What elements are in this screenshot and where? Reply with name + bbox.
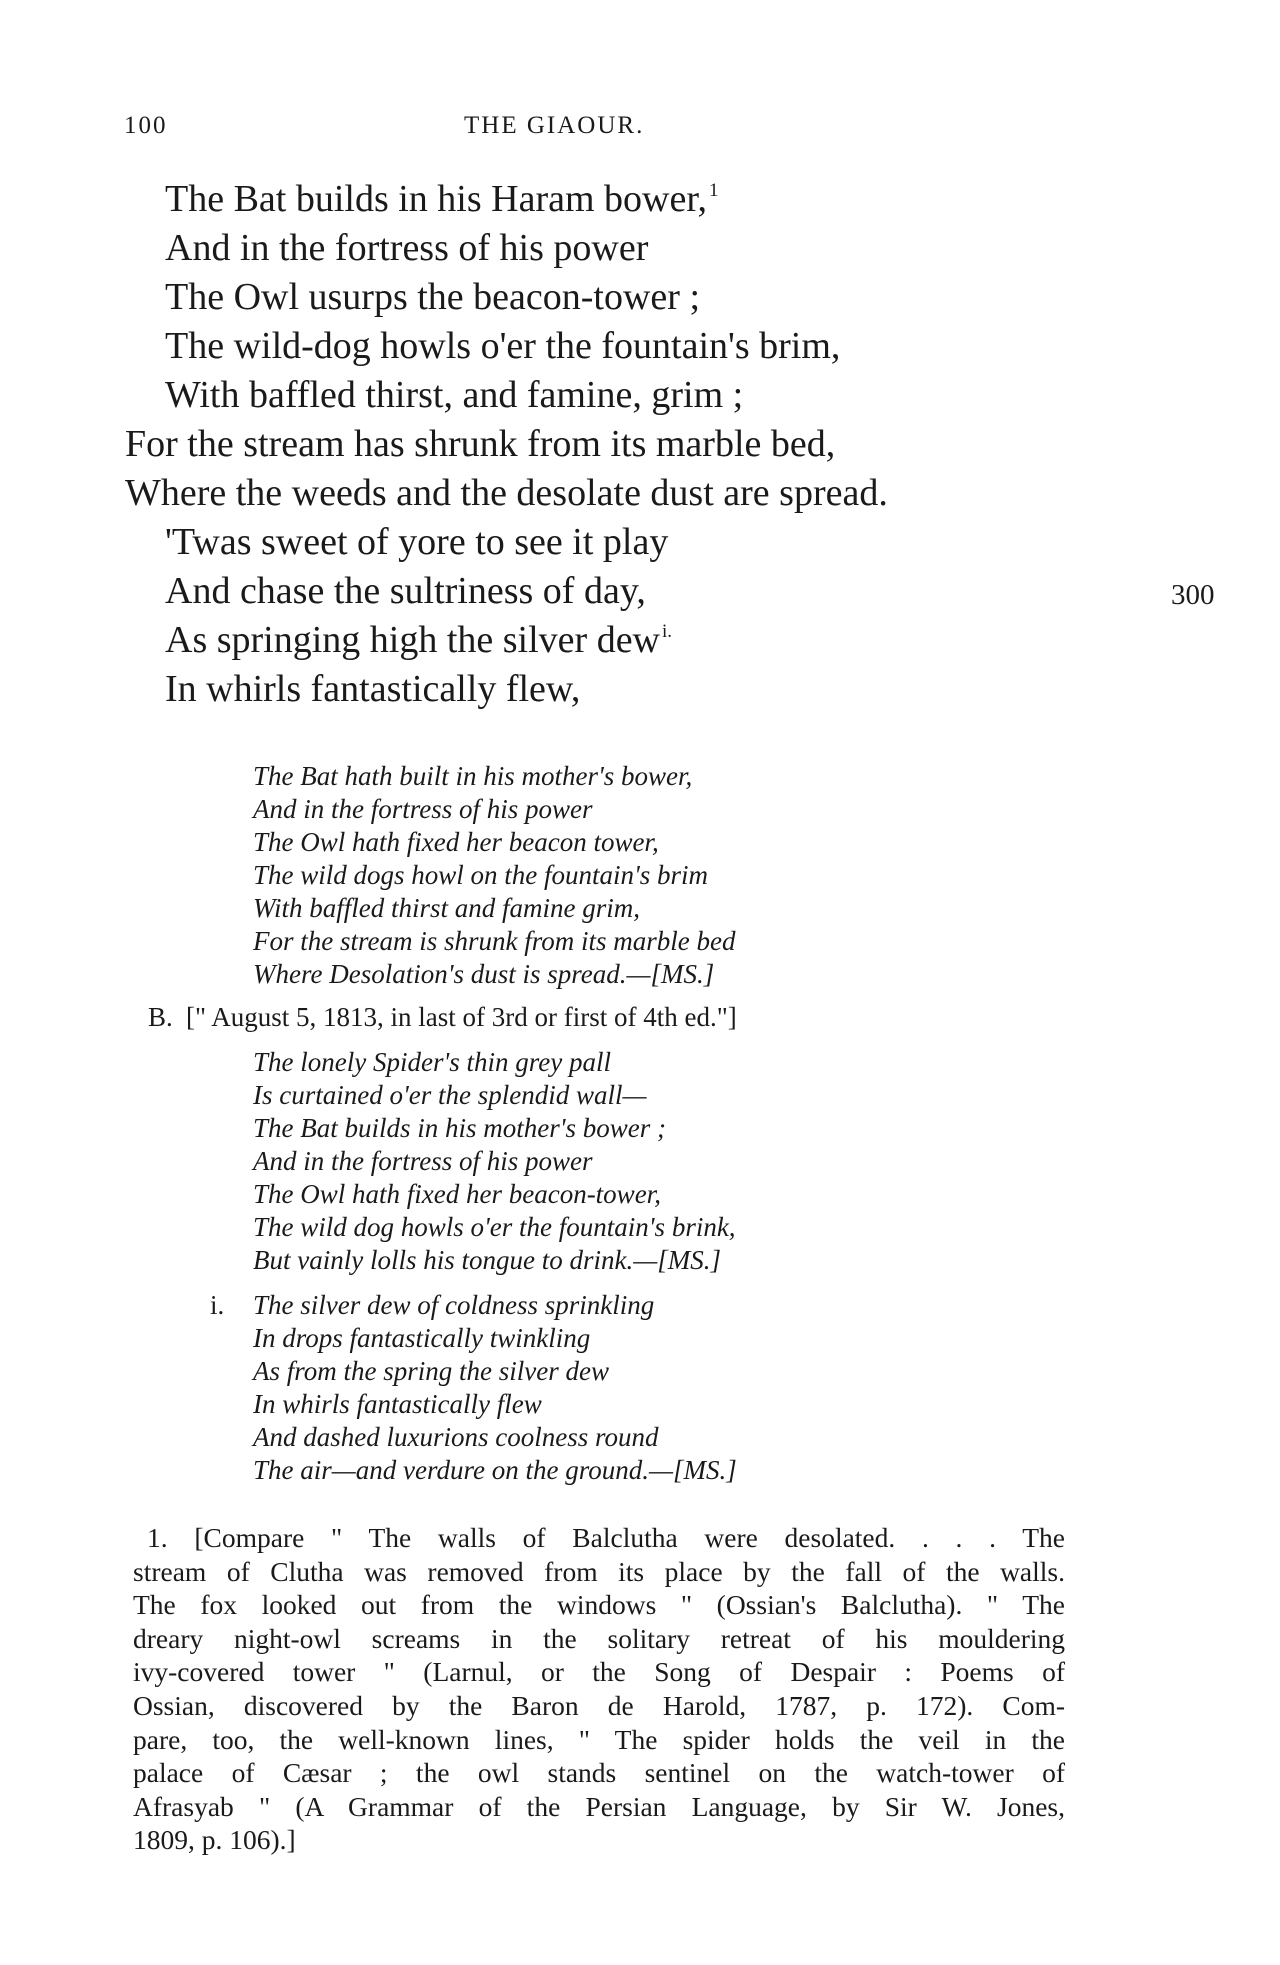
variant-date-note: [" August 5, 1813, in last of 3rd or first of 4th ed."]: [186, 1002, 737, 1032]
variant-marker: i.: [662, 620, 673, 642]
variant-label: B.: [148, 1002, 173, 1032]
footnote-line: palace of Cæsar ; the owl stands sentinel on the watch-tower of: [133, 1757, 1065, 1789]
variant-line: The lonely Spider's thin grey pall: [253, 1047, 611, 1077]
footnote-line: 1. [Compare " The walls of Balclutha were desolated. . . . The: [147, 1522, 1065, 1553]
line-number: 300: [1171, 579, 1215, 611]
variant-line: Where Desolation's dust is spread.—[MS.]: [253, 959, 715, 989]
variant-line: i. The silver dew of coldness sprinkling: [210, 1290, 655, 1320]
footnote-line: The fox looked out from the windows " (Ossian's Balclutha). " The: [133, 1589, 1065, 1621]
variant-line: In whirls fantastically flew: [253, 1389, 542, 1419]
poem-line: 'Twas sweet of yore to see it play: [165, 521, 669, 563]
page-number: 100: [124, 112, 168, 139]
footnote-line: ivy-covered tower " (Larnul, or the Song of Despair : Poems of: [133, 1656, 1065, 1688]
poem-line: The Bat builds in his Haram bower, $^1$: [165, 178, 719, 220]
variant-b-heading: [148, 1001, 1148, 1034]
footnote-marker: 1: [708, 179, 719, 201]
running-head: THE GIAOUR.: [464, 112, 645, 139]
footnote-line: pare, too, the well-known lines, " The spider holds the veil in the: [133, 1723, 1065, 1755]
poem-line: And chase the sultriness of day, 300: [165, 567, 1105, 616]
variant-line: The Bat hath built in his mother's bower,: [253, 761, 693, 791]
variant-line: And dashed luxurions coolness round: [253, 1422, 659, 1452]
variant-label: i.: [210, 1290, 225, 1320]
variant-i: [148, 1289, 1148, 1487]
variant-line: In drops fantastically twinkling: [253, 1323, 591, 1353]
variant-a: [253, 760, 1148, 991]
poem-text: [125, 175, 1215, 714]
variant-line: Is curtained o'er the splendid wall—: [253, 1080, 647, 1110]
poem-line: The wild-dog howls o'er the fountain's brim,: [165, 325, 841, 367]
poem-line: For the stream has shrunk from its marble bed,: [125, 423, 836, 465]
variant-line: For the stream is shrunk from its marble bed: [253, 926, 736, 956]
variant-line: And in the fortress of his power: [253, 794, 593, 824]
footnote-line: Afrasyab " (A Grammar of the Persian Language, by Sir W. Jones,: [133, 1790, 1065, 1822]
variant-line: The Owl hath fixed her beacon-tower,: [253, 1179, 661, 1209]
page-header: [124, 112, 1024, 152]
textual-variants: [148, 760, 1148, 1487]
footnote-line: dreary night-owl screams in the solitary retreat of his mouldering: [133, 1622, 1065, 1654]
poem-line: Where the weeds and the desolate dust are spread.: [125, 472, 888, 514]
variant-line: The wild dog howls o'er the fountain's brink,: [253, 1212, 736, 1242]
footnote: [133, 1521, 1065, 1857]
poem-line: The Owl usurps the beacon-tower ;: [165, 276, 701, 318]
footnote-number: 1.: [147, 1522, 168, 1553]
variant-line: The air—and verdure on the ground.—[MS.]: [253, 1455, 737, 1485]
footnote-line: 1809, p. 106).]: [133, 1824, 296, 1856]
variant-b: [253, 1046, 1148, 1277]
variant-line: But vainly lolls his tongue to drink.—[MS.]: [253, 1245, 721, 1275]
variant-line: As from the spring the silver dew: [253, 1356, 609, 1386]
poem-line: In whirls fantastically flew,: [165, 668, 581, 710]
poem-line: With baffled thirst, and famine, grim ;: [165, 374, 744, 416]
variant-line: And in the fortress of his power: [253, 1146, 593, 1176]
variant-line: The wild dogs howl on the fountain's brim: [253, 860, 709, 890]
variant-line: The Bat builds in his mother's bower ;: [253, 1113, 667, 1143]
footnote-line: stream of Clutha was removed from its place by the fall of the walls.: [133, 1555, 1065, 1587]
poem-line: And in the fortress of his power: [165, 227, 649, 269]
variant-line: The Owl hath fixed her beacon tower,: [253, 827, 659, 857]
poem-line: As springing high the silver dew $^{i.}$: [165, 619, 673, 661]
footnote-line: Ossian, discovered by the Baron de Harold, 1787, p. 172). Com-: [133, 1689, 1065, 1721]
variant-line: With baffled thirst and famine grim,: [253, 893, 641, 923]
